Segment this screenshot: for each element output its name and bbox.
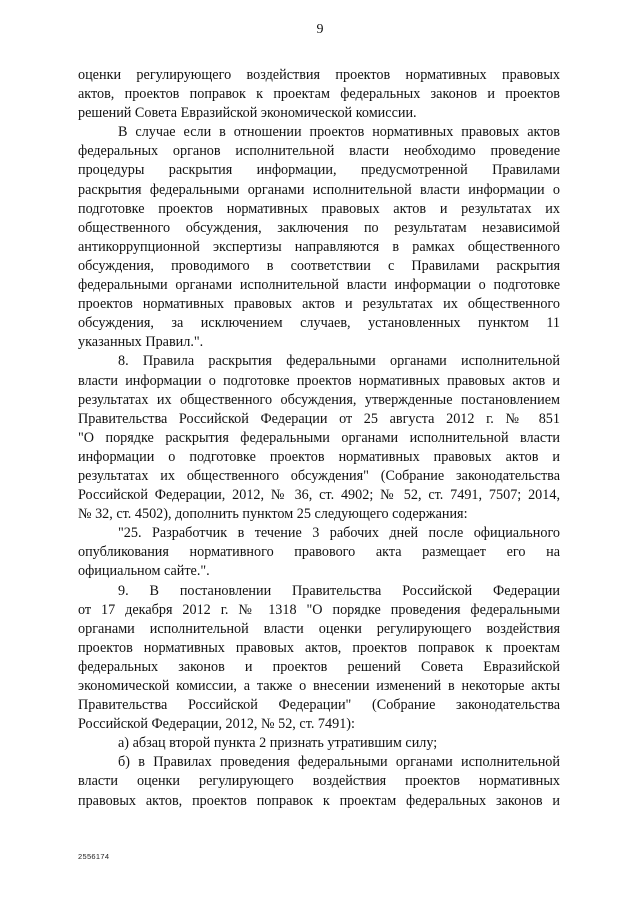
- text-line: опубликования нормативного правового акта размещает его на: [78, 544, 560, 561]
- text-line: проектов нормативных правовых актов и результатах их общественного: [78, 296, 560, 313]
- text-line: федеральных законов и проектов решений Совета Евразийской: [78, 658, 560, 675]
- text-line: власти информации о подготовке проектов нормативных правовых актов и: [78, 372, 560, 389]
- text-line: процедуры раскрытия информации, предусмотренной Правилами: [78, 162, 560, 179]
- text-line: результатах их общественного обсуждения, утвержденные постановлением: [78, 391, 560, 408]
- paragraph-first-line: а) абзац второй пункта 2 признать утратившим силу;: [118, 735, 438, 752]
- page-number: 9: [316, 22, 324, 37]
- text-line: № 32, ст. 4502), дополнить пунктом 25 следующего содержания:: [78, 506, 468, 523]
- text-line: федеральными органами исполнительной власти информации о подготовке: [78, 277, 560, 294]
- text-line: решений Совета Евразийской экономической комиссии.: [78, 105, 417, 122]
- text-line: власти оценки регулирующего воздействия проектов нормативных: [78, 773, 560, 790]
- text-line: от 17 декабря 2012 г. № 1318 "О порядке проведения федеральными: [78, 601, 560, 618]
- text-line: экономической комиссии, а также о внесении изменений в некоторые акты: [78, 678, 560, 694]
- text-line: Российской Федерации, 2012, № 52, ст. 7491):: [78, 716, 355, 733]
- text-line: Правительства Российской Федерации от 25 августа 2012 г. № 851: [78, 410, 560, 427]
- text-line: актов, проектов поправок к проектам федеральных законов и проектов: [78, 86, 560, 103]
- text-line: антикоррупционной экспертизы направляются в рамках общественного: [78, 238, 560, 255]
- text-line: указанных Правил.".: [78, 334, 204, 351]
- text-line: обсуждения, проводимого в соответствии с Правилами раскрытия: [78, 257, 560, 274]
- text-line: проектов нормативных правовых актов, проектов поправок к проектам: [78, 639, 560, 656]
- text-line: Правительства Российской Федерации" (Собрание законодательства: [78, 697, 560, 714]
- text-line: раскрытия федеральными органами исполнительной власти информации о: [78, 181, 560, 198]
- paragraph-first-line: 9. В постановлении Правительства Российской Федерации: [118, 582, 560, 599]
- text-line: "О порядке раскрытия федеральными органами исполнительной власти: [78, 429, 560, 446]
- text-line: органами исполнительной власти оценки регулирующего воздействия: [78, 620, 560, 637]
- paragraph-first-line: "25. Разработчик в течение 3 рабочих дней после официального: [118, 525, 560, 542]
- document-code: 2556174: [78, 852, 110, 861]
- text-line: Российской Федерации, 2012, № 36, ст. 4902; № 52, ст. 7491, 7507; 2014,: [78, 487, 560, 504]
- paragraph-first-line: В случае если в отношении проектов нормативных правовых актов: [118, 124, 560, 141]
- text-line: подготовке проектов нормативных правовых актов и результатах их: [78, 200, 560, 217]
- text-line: правовых актов, проектов поправок к проектам федеральных законов и: [78, 792, 560, 809]
- paragraph-first-line: б) в Правилах проведения федеральными органами исполнительной: [118, 754, 560, 771]
- text-line: общественного обсуждения, заключения по результатам независимой: [78, 219, 560, 236]
- text-line: федеральных органов исполнительной власти необходимо проведение: [78, 143, 560, 160]
- paragraph-first-line: 8. Правила раскрытия федеральными органами исполнительной: [118, 353, 560, 370]
- text-line: официальном сайте.".: [78, 563, 210, 580]
- document-body: [78, 66, 560, 811]
- text-line: оценки регулирующего воздействия проектов нормативных правовых: [78, 67, 560, 83]
- text-line: информации о подготовке проектов нормативных правовых актов и: [78, 448, 560, 465]
- text-line: обсуждения, за исключением случаев, установленных пунктом 11: [78, 315, 560, 332]
- text-line: результатах их общественного обсуждения" (Собрание законодательства: [78, 467, 560, 484]
